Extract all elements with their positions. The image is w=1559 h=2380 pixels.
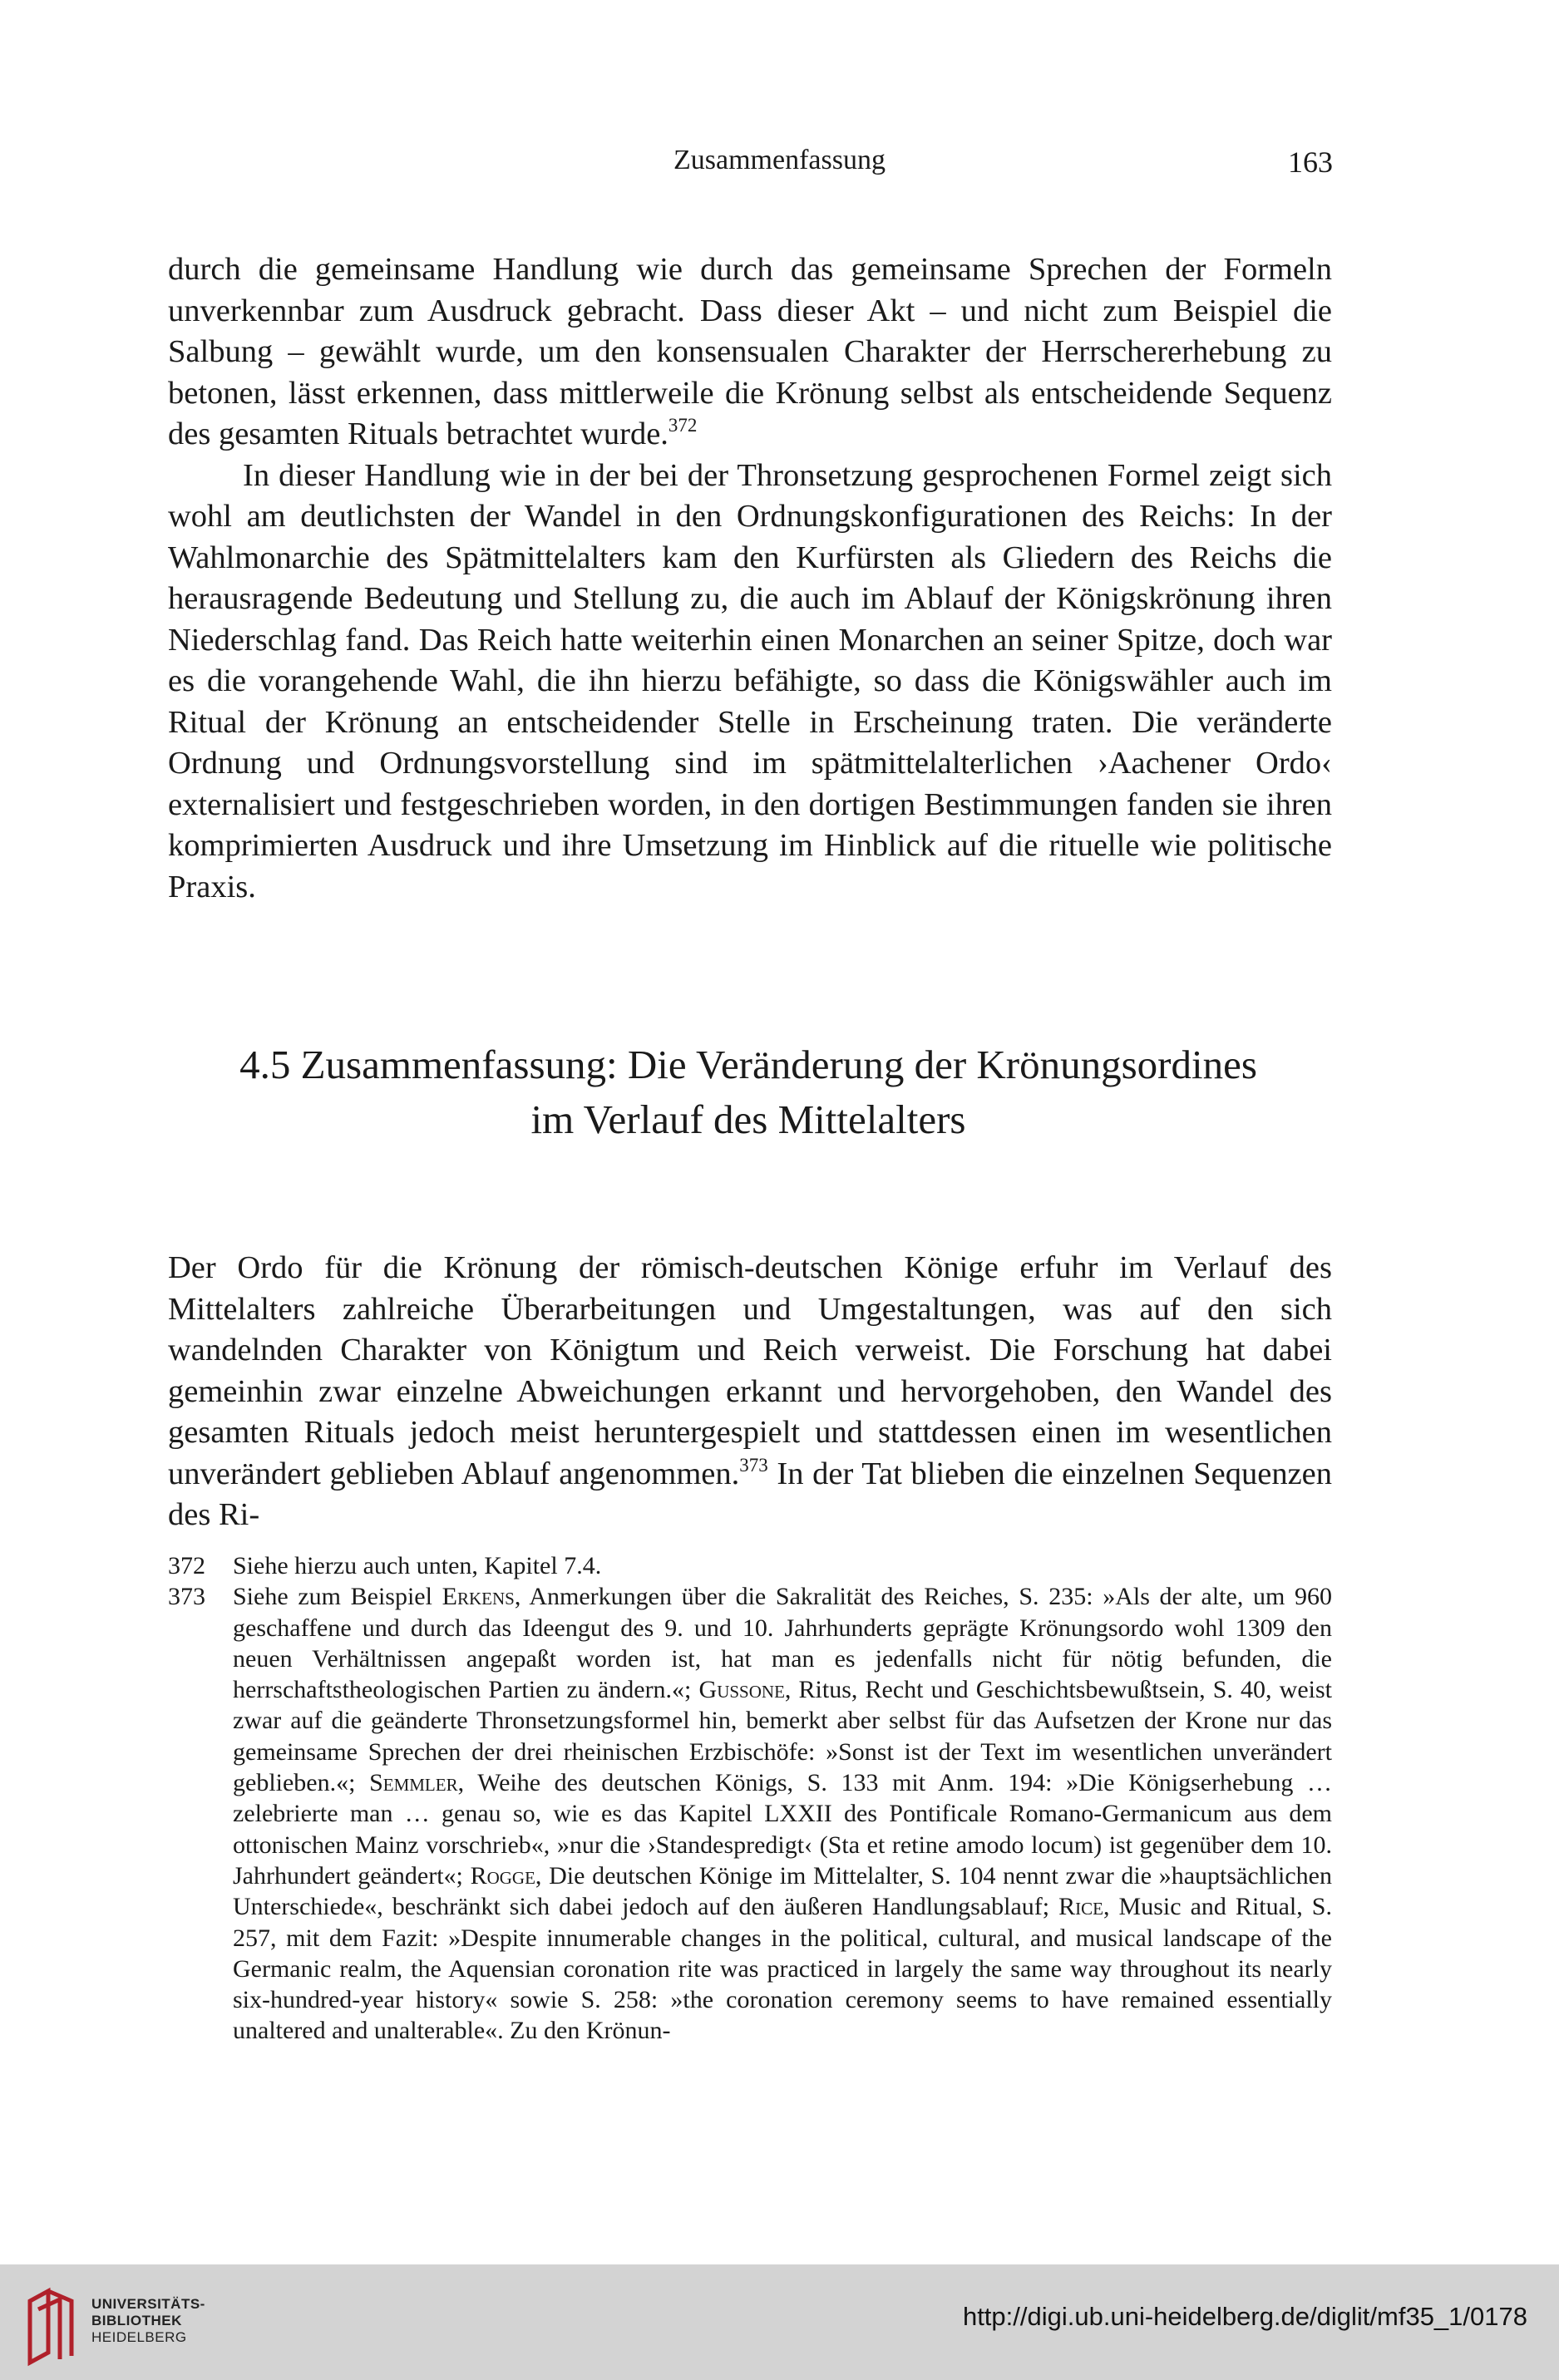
library-name-line: UNIVERSITÄTS- (91, 2296, 205, 2312)
footnote-number: 372 (168, 1552, 205, 1579)
footnote (168, 1581, 1332, 2046)
footnote-text-part: Siehe zum Beispiel (233, 1583, 442, 1611)
author-name: Gussone (698, 1676, 785, 1704)
paragraph-text: In der Tat blieben die einzelnen Sequenzen des Ri- (168, 1456, 1332, 1532)
library-name-line: HEIDELBERG (91, 2329, 187, 2345)
page-number: 163 (1288, 145, 1333, 179)
footnote (168, 1550, 1332, 1581)
footnote-number: 373 (168, 1583, 205, 1611)
footnote-text (233, 1581, 1332, 2046)
library-name-line: BIBLIOTHEK (91, 2313, 182, 2328)
paragraph (168, 1248, 1332, 1536)
author-name: Rogge (470, 1861, 535, 1890)
author-name: Semmler (369, 1769, 458, 1797)
paragraph (168, 456, 1332, 909)
author-name: Erkens (442, 1583, 515, 1611)
paragraph-text: Der Ordo für die Krönung der römisch-deutschen Könige erfuhr im Verlauf des Mittelalters zahlreiche Überarbeitungen und Umgestaltungen, was auf den sich wandelnden Charakter von Königtum und Reich verweist. Die Forschung hat dabei gemeinhin zwar einzelne Abweichungen erkannt und hervorgehoben, den Wandel des gesamten Rituals jedoch meist heruntergespielt und stattdessen einen im wesentlichen unverändert geblieben Ablauf angenommen. (168, 1250, 1332, 1491)
library-name (91, 2296, 205, 2346)
footnote-reference[interactable]: 373 (739, 1454, 768, 1476)
paragraph (168, 249, 1332, 456)
footnote-text-part: , Die deutschen Könige im Mittelalter, S. 104 nennt zwar die »hauptsächlichen Unterschiede«, beschränkt sich dabei jedoch auf den äußeren Handlungsablauf; (233, 1861, 1332, 1921)
footnote-text: Siehe hierzu auch unten, Kapitel 7.4. (233, 1552, 602, 1579)
section-heading-line: im Verlauf des Mittelalters (530, 1096, 966, 1142)
footnote-text-part: , Music and Ritual, S. 257, mit dem Fazit: »Despite innumerable changes in the political, cultural, and musical landscape of the Germanic realm, the Aquensian coronation rite was practiced in largely the same way throughout its nearly six-hundred-year history« sowie S. 258: »the coronation ceremony seems to have remained essentially unaltered and unalterable«. Zu den Krönun- (233, 1893, 1332, 2045)
body-text-bottom (168, 1248, 1332, 1536)
body-text-top (168, 249, 1332, 908)
footnotes (168, 1550, 1332, 2047)
footnote-text-part: , Weihe des deutschen Königs, S. 133 mit Anm. 194: »Die Königserhebung … zelebrierte man … genau so, wie es das Kapitel LXXII des Pontificale Romano-Germanicum aus dem ottonischen Mainz vorschrieb«, »nur die ›Standespredigt‹ (Sta et retine amodo locum) ist gegenüber dem 10. Jahrhundert geändert«; (233, 1769, 1332, 1890)
author-name: Rice (1058, 1893, 1103, 1921)
section-heading (133, 1037, 1364, 1147)
footnote-text-part: , Anmerkungen über die Sakralität des Reiches, S. 235: »Als der alte, um 960 geschaffene und durch das Ideengut des 9. und 10. Jahrhunderts geprägte Krönungsordo wohl 1309 den neuen Verhältnissen angepaßt worden ist, hat man es jedenfalls nicht für nötig befunden, die herrschaftstheologischen Partien zu ändern.«; (233, 1583, 1332, 1704)
running-head (0, 138, 1559, 185)
paragraph-text: durch die gemeinsame Handlung wie durch das gemeinsame Sprechen der Formeln unverkennbar zum Ausdruck gebracht. Dass dieser Akt – und nicht zum Beispiel die Salbung – gewählt wurde, um den konsensualen Charakter der Herrschererhebung zu betonen, lässt erkennen, dass mittlerweile die Krönung selbst als entscheidende Sequenz des gesamten Rituals betrachtet wurde. (168, 252, 1332, 451)
library-logo-icon (23, 2276, 81, 2368)
footnote-text-part: , Ritus, Recht und Geschichtsbewußtsein, S. 40, weist zwar auf die geänderte Thronsetzungsformel hin, bemerkt aber selbst für das Aufsetzen der Krone nur das gemeinsame Sprechen der drei rheinischen Erzbischöfe: »Sonst ist der Text im wesentlichen unverändert geblieben.«; (233, 1676, 1332, 1797)
permalink-url[interactable]: http://digi.ub.uni-heidelberg.de/diglit/mf35_1/0178 (962, 2302, 1527, 2331)
running-title: Zusammenfassung (673, 145, 886, 175)
paragraph-text: In dieser Handlung wie in der bei der Thronsetzung gesprochenen Formel zeigt sich wohl am deutlichsten der Wandel in den Ordnungskonfigurationen des Reichs: In der Wahlmonarchie des Spätmittelalters kam den Kurfürsten als Gliedern des Reichs die herausragende Bedeutung und Stellung zu, die auch im Ablauf der Königskrönung ihren Niederschlag fand. Das Reich hatte weiterhin einen Monarchen an seiner Spitze, doch war es die vorangehende Wahl, die ihn hierzu befähigte, so dass die Königswähler auch im Ritual der Krönung an entscheidender Stelle in Erscheinung traten. Die veränderte Ordnung und Ordnungsvorstellung sind im spätmittelalterlichen ›Aachener Ordo‹ externalisiert und festgeschrieben worden, in den dortigen Bestimmungen fanden sie ihren komprimierten Ausdruck und ihre Umsetzung im Hinblick auf die rituelle wie politische Praxis. (168, 457, 1332, 904)
section-heading-line: 4.5 Zusammenfassung: Die Veränderung der Krönungsordines (239, 1042, 1257, 1087)
footer-bar (0, 2264, 1559, 2380)
footnote-reference[interactable]: 372 (668, 415, 698, 436)
